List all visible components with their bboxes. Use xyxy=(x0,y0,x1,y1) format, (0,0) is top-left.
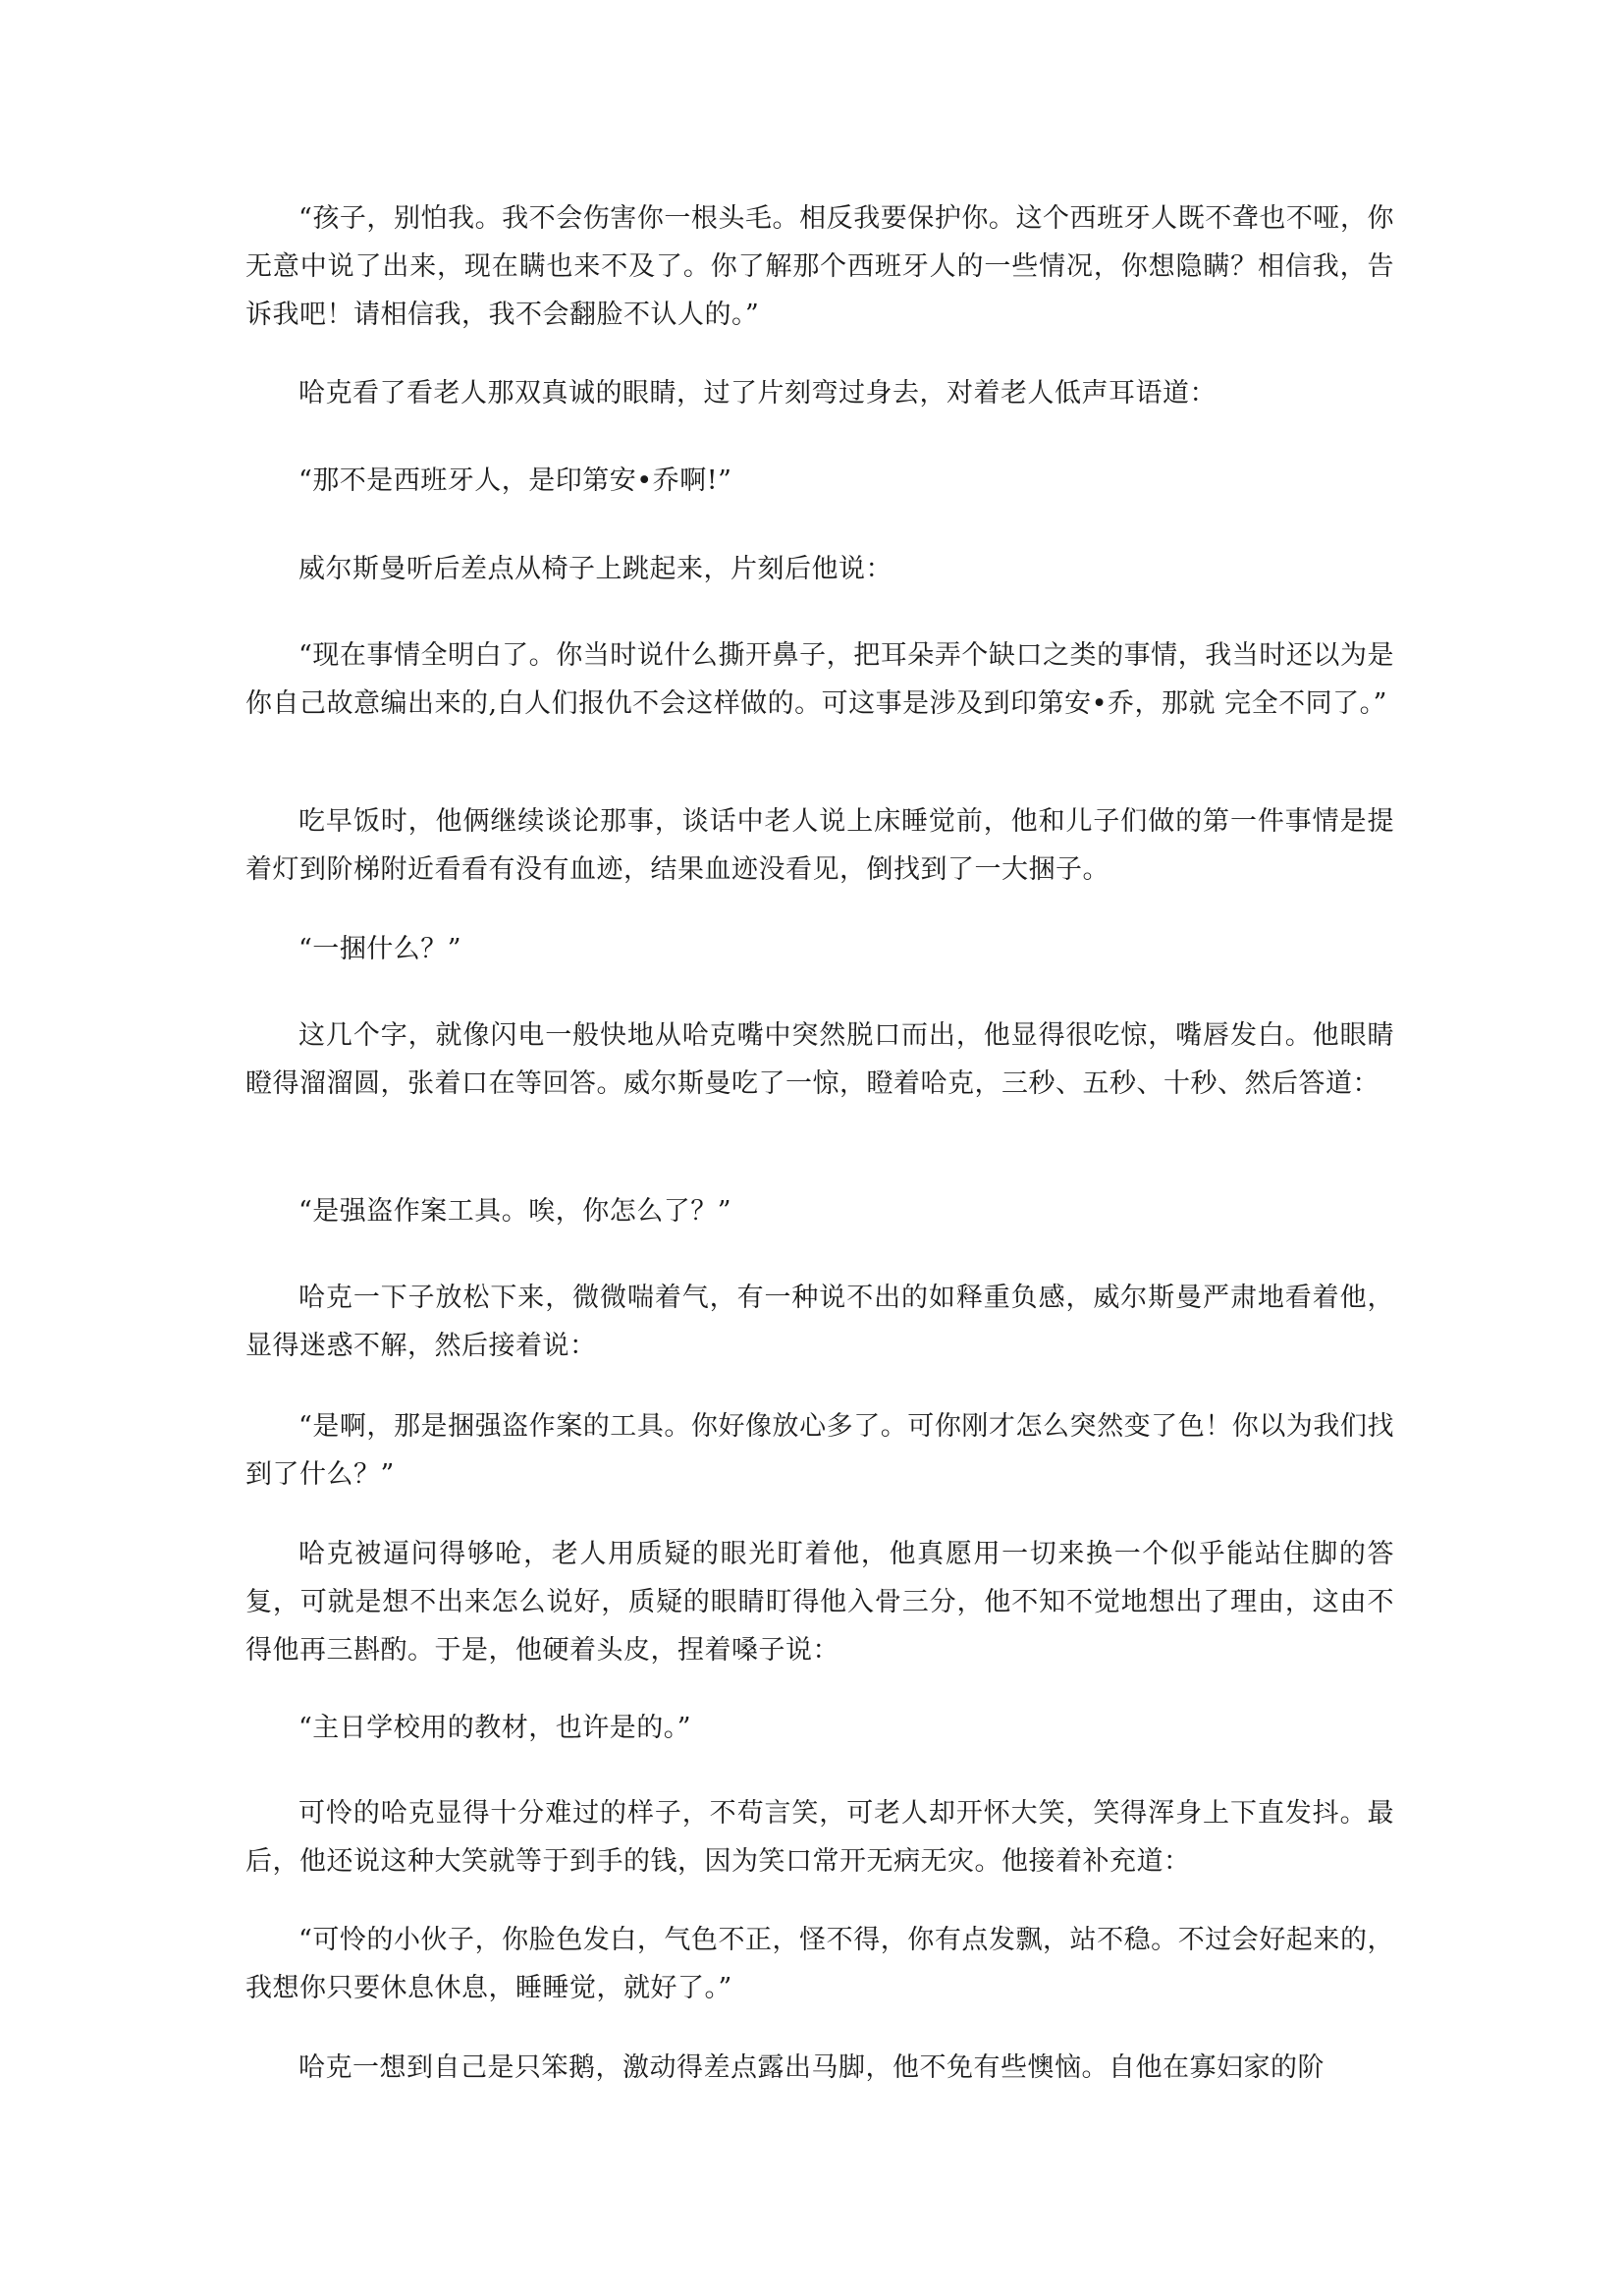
paragraph-8: 这几个字，就像闪电一般快地从哈克嘴中突然脱口而出，他显得很吃惊，嘴唇发白。他眼睛瞪得溜溜圆，张着口在等回答。威尔斯曼吃了一惊，瞪着哈克，三秒、五秒、十秒、然后答道： xyxy=(245,1020,1394,1099)
paragraph-15: “可怜的小伙子，你脸色发白，气色不正，怪不得，你有点发飘，站不稳。不过会好起来的，我想你只要休息休息，睡睡觉，就好了。” xyxy=(245,1925,1394,2003)
paragraph-14: 可怜的哈克显得十分难过的样子，不苟言笑，可老人却开怀大笑，笑得浑身上下直发抖。最后，他还说这种大笑就等于到手的钱，因为笑口常开无病无灾。他接着补充道： xyxy=(245,1798,1394,1877)
paragraph-10: 哈克一下子放松下来，微微喘着气，有一种说不出的如释重负感，威尔斯曼严肃地看着他，显得迷惑不解，然后接着说： xyxy=(245,1283,1394,1361)
paragraph-13: “主日学校用的教材，也许是的。” xyxy=(298,1713,692,1743)
paragraph-16: 哈克一想到自己是只笨鹅，激动得差点露出马脚，他不免有些懊恼。自他在寡妇家的阶 xyxy=(298,2052,1325,2083)
paragraph-4: 威尔斯曼听后差点从椅子上跳起来，片刻后他说： xyxy=(298,554,893,584)
paragraph-9: “是强盗作案工具。唉，你怎么了？” xyxy=(298,1196,732,1227)
paragraph-5: “现在事情全明白了。你当时说什么撕开鼻子，把耳朵弄个缺口之类的事情，我当时还以为是你自己故意编出来的,白人们报仇不会这样做的。可这事是涉及到印第安•乔，那就 完全不同了。” xyxy=(245,640,1394,719)
paragraph-12: 哈克被逼问得够呛，老人用质疑的眼光盯着他，他真愿用一切来换一个似乎能站住脚的答复，可就是想不出来怎么说好，质疑的眼睛盯得他入骨三分，他不知不觉地想出了理由，这由不得他再三斟酌。于是，他硬着头皮，捏着嗓子说： xyxy=(245,1539,1394,1666)
paragraph-2: 哈克看了看老人那双真诚的眼睛，过了片刻弯过身去，对着老人低声耳语道： xyxy=(298,378,1217,409)
paragraph-11: “是啊，那是捆强盗作案的工具。你好像放心多了。可你刚才怎么突然变了色！你以为我们找到了什么？” xyxy=(245,1411,1394,1490)
paragraph-1: “孩子，别怕我。我不会伤害你一根头毛。相反我要保护你。这个西班牙人既不聋也不哑，你无意中说了出来，现在瞒也来不及了。你了解那个西班牙人的一些情况，你想隐瞒？相信我，告诉我吧！请相信我，我不会翻脸不认人的。” xyxy=(245,203,1394,330)
paragraph-3: “那不是西班牙人，是印第安•乔啊!” xyxy=(298,465,732,496)
paragraph-6: 吃早饭时，他俩继续谈论那事，谈话中老人说上床睡觉前，他和儿子们做的第一件事情是提着灯到阶梯附近看看有没有血迹，结果血迹没看见，倒找到了一大捆子。 xyxy=(245,806,1394,885)
paragraph-7: “一捆什么？” xyxy=(298,934,462,964)
